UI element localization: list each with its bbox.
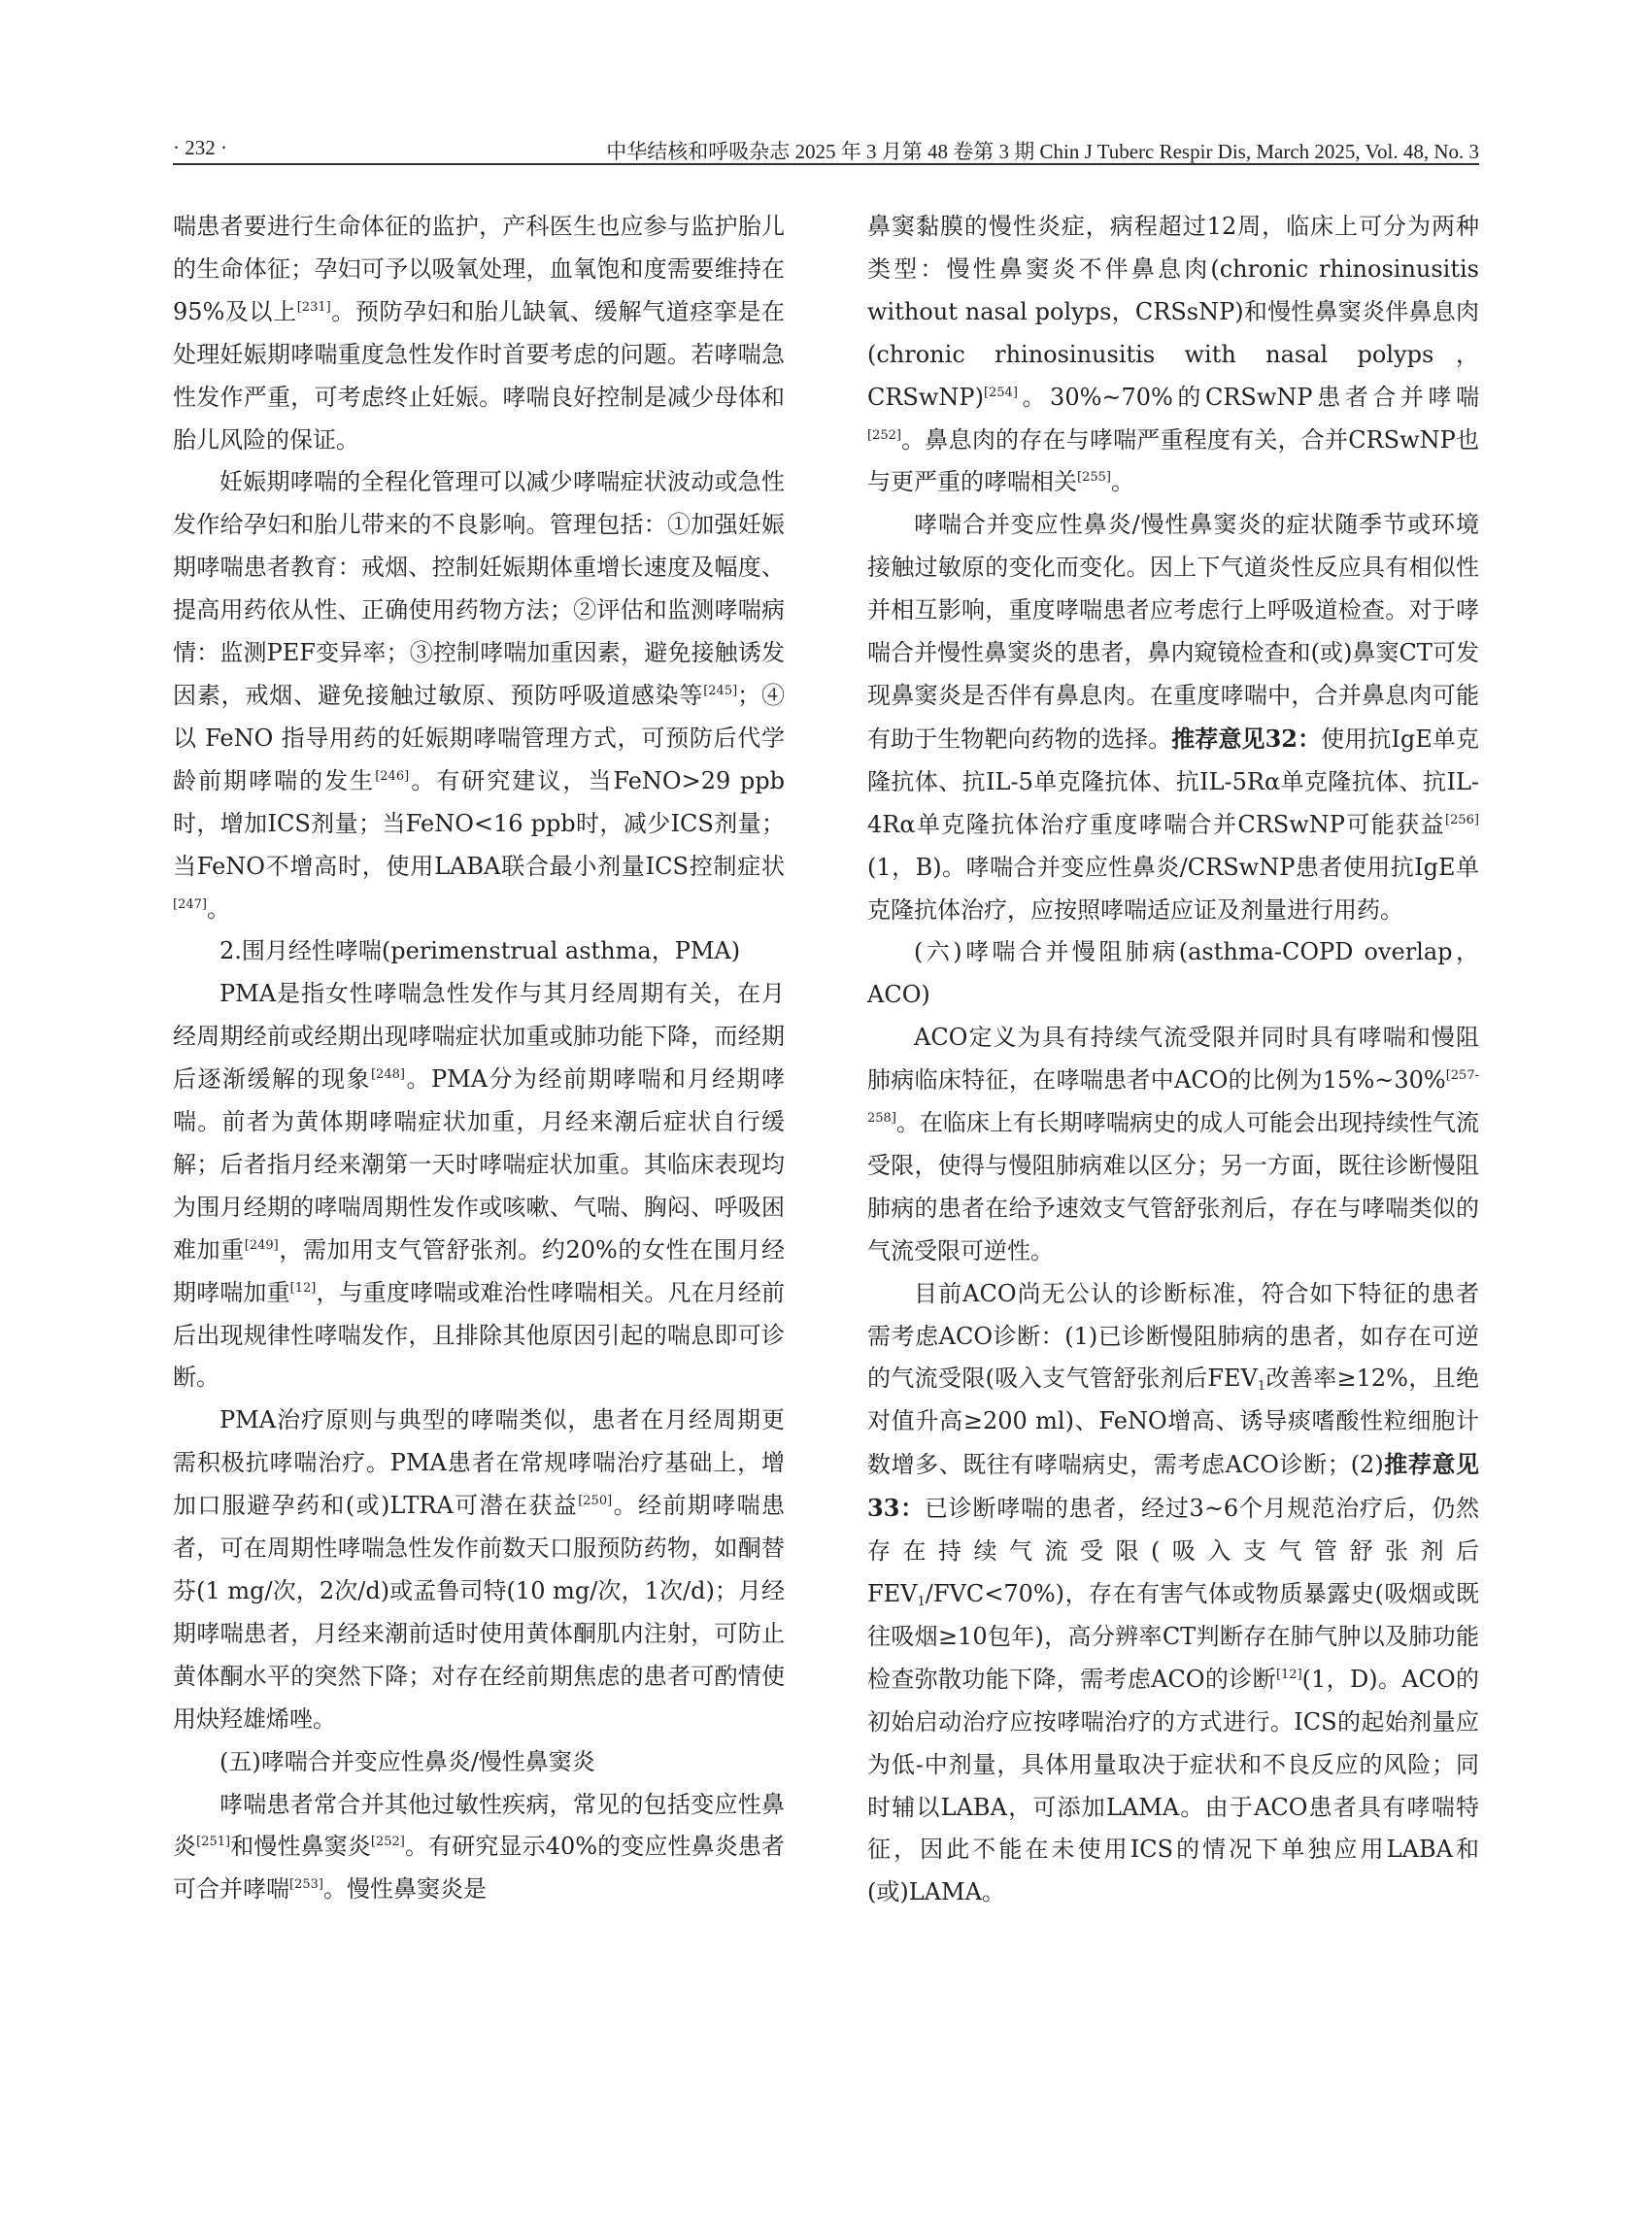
reference[interactable]: [255] [1077, 470, 1111, 486]
paragraph: 哮喘患者常合并其他过敏性疾病，常见的包括变应性鼻炎[251]和慢性鼻窦炎[252]。有研究显示40%的变应性鼻炎患者可合并哮喘[253]。慢性鼻窦炎是 [173, 1790, 786, 1904]
reference[interactable]: [257-258] [867, 1068, 1479, 1127]
reference[interactable]: [12] [289, 1280, 317, 1296]
recommendation-label: 推荐意见33： [867, 1450, 1479, 1523]
right-column [867, 206, 1479, 1914]
paragraph: 目前ACO尚无公认的诊断标准，符合如下特征的患者需考虑ACO诊断：(1)已诊断慢阻肺病的患者，如存在可逆的气流受限(吸入支气管舒张剂后$FEV_1$改善率≥12%，且绝对值升高≥200 ml)、FeNO增高、诱导痰嗜酸性粒细胞计数增多、既往有哮喘病史，需考虑ACO诊断；(2)推荐意见33：已诊断哮喘的患者，经过3~6个月规范治疗后，仍然存在持续气流受限(吸入支气管舒张剂后$FEV_1/FVC<70\%$)，存在有害气体或物质暴露史(吸烟或既往吸烟≥10包年)，高分辨率CT判断存在肺气肿以及肺功能检查弥散功能下降，需考虑ACO的诊断[12](1，D)。ACO的初始启动治疗应按哮喘治疗的方式进行。ICS的起始剂量应为低-中剂量，具体用量取决于症状和不良反应的风险；同时辅以LABA，可添加LAMA。由于ACO患者具有哮喘特征，因此不能在未使用ICS的情况下单独应用LABA和(或)LAMA。 [867, 1279, 1480, 1906]
running-header [173, 128, 1479, 165]
reference[interactable]: [246] [375, 768, 410, 784]
section-heading: (六)哮喘合并慢阻肺病(asthma-COPD overlap，ACO) [867, 938, 1479, 1009]
paragraph: 哮喘合并变应性鼻炎/慢性鼻窦炎的症状随季节或环境接触过敏原的变化而变化。因上下气道炎性反应具有相似性并相互影响，重度哮喘患者应考虑行上呼吸道检查。对于哮喘合并慢性鼻窦炎的患者，鼻内窥镜检查和(或)鼻窦CT可发现鼻窦炎是否伴有鼻息肉。在重度哮喘中，合并鼻息肉可能有助于生物靶向药物的选择。推荐意见32：使用抗IgE单克隆抗体、抗IL-5单克隆抗体、抗IL-5Rα单克隆抗体、抗IL-4Rα单克隆抗体治疗重度哮喘合并CRSwNP可能获益[256](1，B)。哮喘合并变应性鼻炎/CRSwNP患者使用抗IgE单克隆抗体治疗，应按照哮喘适应证及剂量进行用药。 [867, 511, 1479, 924]
reference[interactable]: [256] [1445, 812, 1479, 827]
recommendation-label: 推荐意见32： [1171, 724, 1322, 753]
reference[interactable]: [12] [1275, 1667, 1302, 1682]
paragraph: PMA是指女性哮喘急性发作与其月经周期有关，在月经周期经前或经期出现哮喘症状加重或肺功能下降，而经期后逐渐缓解的现象[248]。PMA分为经前期哮喘和月经期哮喘。前者为黄体期哮喘症状加重，月经来潮后症状自行缓解；后者指月经来潮第一天时哮喘症状加重。其临床表现均为围月经期的哮喘周期性发作或咳嗽、气喘、胸闷、呼吸困难加重[249]，需加用支气管舒张剂。约20%的女性在围月经期哮喘加重[12]，与重度哮喘或难治性哮喘相关。凡在月经前后出现规律性哮喘发作，且排除其他原因引起的喘息即可诊断。 [173, 980, 786, 1392]
reference[interactable]: [251] [196, 1835, 231, 1850]
reference[interactable]: [231] [296, 299, 331, 315]
section-heading: 2.围月经性哮喘(perimenstrual asthma，PMA) [219, 937, 741, 965]
left-column [173, 206, 785, 1911]
reference[interactable]: [249] [244, 1237, 279, 1253]
reference[interactable]: [245] [703, 683, 738, 698]
reference[interactable]: [247] [173, 896, 207, 912]
reference[interactable]: [253] [289, 1877, 323, 1893]
reference[interactable]: [248] [371, 1067, 405, 1083]
page-number: · 232 · [173, 136, 227, 159]
reference[interactable]: [254] [983, 385, 1018, 400]
paragraph: 鼻窦黏膜的慢性炎症，病程超过12周，临床上可分为两种类型：慢性鼻窦炎不伴鼻息肉(chronic rhinosinusitis without nasal polyps，CRSsNP)和慢性鼻窦炎伴鼻息肉(chronic rhinosinusitis with nasal polyps，CRSwNP)[254]。30%~70%的CRSwNP患者合并哮喘[252]。鼻息肉的存在与哮喘严重程度有关，合并CRSwNP也与更严重的哮喘相关[255]。 [867, 213, 1479, 496]
paragraph: 喘患者要进行生命体征的监护，产科医生也应参与监护胎儿的生命体征；孕妇可予以吸氧处理，血氧饱和度需要维持在95%及以上[231]。预防孕妇和胎儿缺氧、缓解气道痉挛是在处理妊娠期哮喘重度急性发作时首要考虑的问题。若哮喘急性发作严重，可考虑终止妊娠。哮喘良好控制是减少母体和胎儿风险的保证。 [173, 213, 786, 454]
reference[interactable]: [250] [578, 1494, 613, 1509]
section-heading: (五)哮喘合并变应性鼻炎/慢性鼻窦炎 [219, 1747, 595, 1775]
reference[interactable]: [252] [370, 1835, 405, 1850]
paragraph: 妊娠期哮喘的全程化管理可以减少哮喘症状波动或急性发作给孕妇和胎儿带来的不良影响。管理包括：①加强妊娠期哮喘患者教育：戒烟、控制妊娠期体重增长速度及幅度、提高用药依从性、正确使用药物方法；②评估和监测哮喘病情：监测PEF变异率；③控制哮喘加重因素，避免接触诱发因素，戒烟、避免接触过敏原、预防呼吸道感染等[245]；④以 FeNO 指导用药的妊娠期哮喘管理方式，可预防后代学龄前期哮喘的发生[246]。有研究建议，当FeNO>29 ppb时，增加ICS剂量；当FeNO<16 ppb时，减少ICS剂量；当FeNO不增高时，使用LABA联合最小剂量ICS控制症状[247]。 [173, 468, 786, 923]
reference[interactable]: [252] [867, 427, 901, 443]
journal-citation: 中华结核和呼吸杂志 2025 年 3 月第 48 卷第 3 期 Chin J Tuberc Respir Dis, March 2025, Vol. 48, No. 3 [606, 140, 1479, 163]
paragraph: PMA治疗原则与典型的哮喘类似，患者在月经周期更需积极抗哮喘治疗。PMA患者在常规哮喘治疗基础上，增加口服避孕药和(或)LTRA可潜在获益[250]。经前期哮喘患者，可在周期性哮喘急性发作前数天口服预防药物，如酮替芬(1 mg/次，2次/d)或孟鲁司特(10 mg/次，1次/d)；月经期哮喘患者，月经来潮前适时使用黄体酮肌内注射，可防止黄体酮水平的突然下降；对存在经前期焦虑的患者可酌情使用炔羟雄烯唑。 [173, 1406, 786, 1733]
paragraph: ACO定义为具有持续气流受限并同时具有哮喘和慢阻肺病临床特征，在哮喘患者中ACO的比例为15%~30%[257-258]。在临床上有长期哮喘病史的成人可能会出现持续性气流受限，使得与慢阻肺病难以区分；另一方面，既往诊断慢阻肺病的患者在给予速效支气管舒张剂后，存在与哮喘类似的气流受限可逆性。 [867, 1024, 1479, 1264]
